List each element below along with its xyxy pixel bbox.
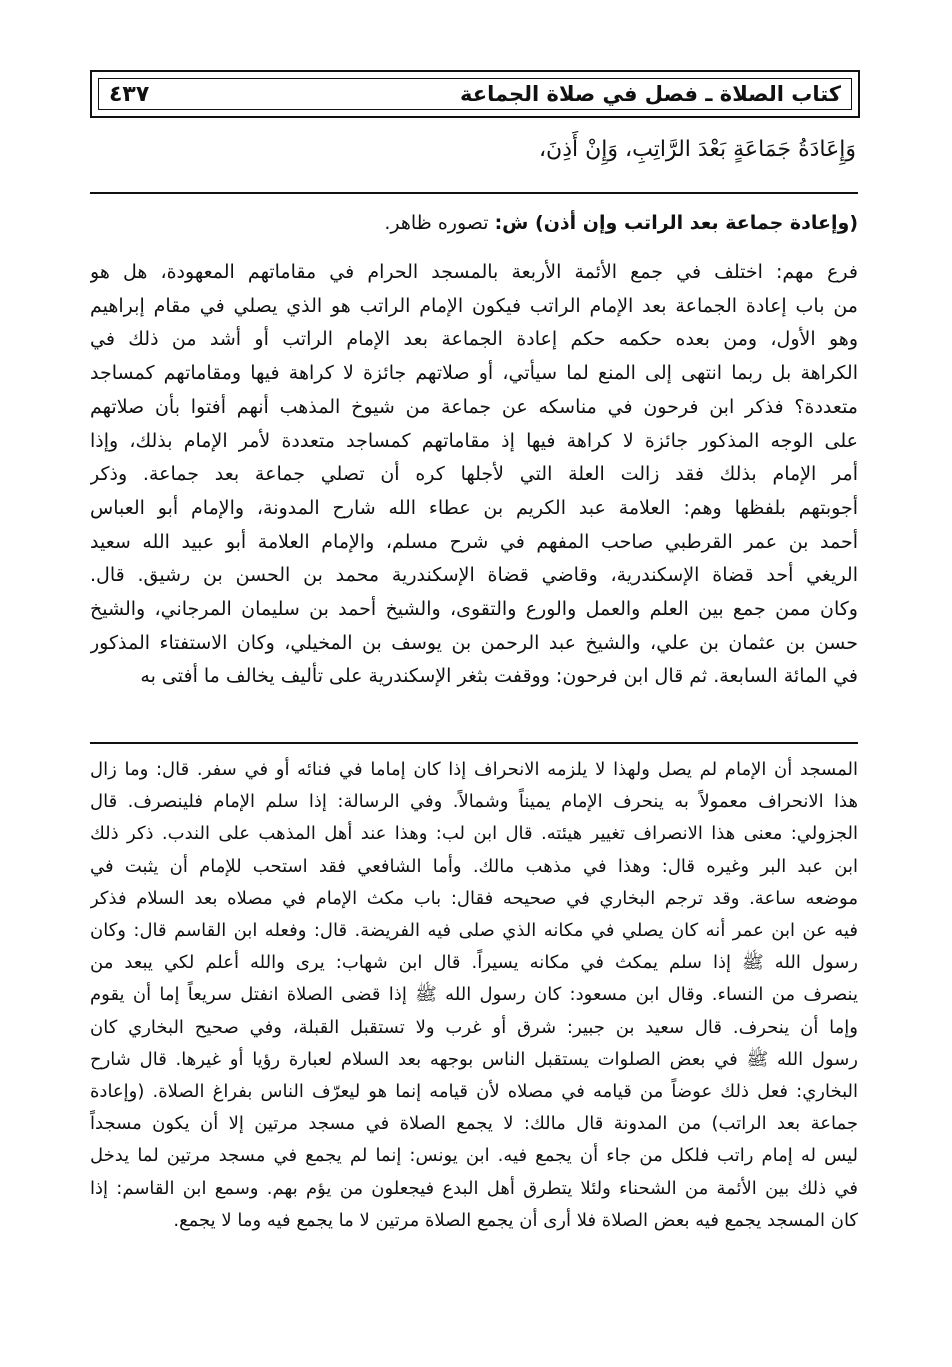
note-line: وإما أن ينحرف. قال سعيد بن جبير: شرق أو غرب ولا تستقبل القبلة، وفي صحيح البخاري كان [90, 1016, 858, 1038]
note-line: جماعة بعد الراتب) من المدونة قال مالك: لا يجمع الصلاة في مسجد مرتين إلا أن يكون مسجداً [90, 1113, 858, 1135]
matn-divider [90, 192, 858, 194]
note-line: المسجد أن الإمام لم يصل ولهذا لا يلزمه الانحراف إذا كان إماما في فنائه أو في سفر. قال: وما زال [90, 759, 858, 780]
main-line: حسن بن عثمان بن علي، والشيخ عبد الرحمن بن يوسف بن المخيلي، وكان الاستفتاء المذكور [90, 631, 858, 654]
main-line: متعددة؟ فذكر ابن فرحون في مناسكه عن جماعة من شيوخ المذهب أنهم أفتوا بأن صلاتهم [90, 395, 858, 418]
main-line: وكان ممن جمع بين العلم والعمل والورع والتقوى، والشيخ أحمد بن سليمان المرجاني، والشيخ [90, 598, 858, 621]
footnote-divider [90, 742, 858, 744]
commentary-main [90, 256, 858, 694]
main-line: الريغي أحد قضاة الإسكندرية، وقاضي قضاة الإسكندرية محمد بن الحسن بن رشيق. قال. [90, 564, 858, 587]
page-header [90, 70, 860, 118]
matn-text: وَإِعَادَةُ جَمَاعَةٍ بَعْدَ الرَّاتِبِ، وَإِنْ أَذِنَ، [538, 137, 856, 162]
commentary-lead [90, 206, 858, 240]
page-number: ٤٣٧ [109, 81, 150, 107]
main-line: الكراهة بل ربما انتهى إلى المنع لما سيأتي، أو صلاتهم جائزة لا كراهة فيها ومقاماتهم كمساجد [90, 362, 858, 385]
note-line: هذا الانحراف معمولاً به ينحرف الإمام يميناً وشمالاً. وفي الرسالة: إذا سلم الإمام فلينصرف. قال [90, 791, 858, 813]
note-line: الجزولي: معنى هذا الانصراف تغيير هيئته. قال ابن لب: وهذا عند أهل المذهب على الندب. ذكر ذلك [90, 823, 858, 845]
note-line: ابن عبد البر وغيره قال: وهذا في مذهب مالك. وأما الشافعي فقد استحب للإمام أن يثبت في [90, 855, 858, 877]
note-line: رسول الله ﷺ في بعض الصلوات يستقبل الناس بوجهه بعد السلام لعبارة رؤيا أو غيرها. قال شارح [90, 1048, 858, 1070]
note-line: رسول الله ﷺ إذا سلم يمكث في مكانه يسيراً. قال ابن شهاب: يرى والله أعلم لكي يبعد من [90, 952, 858, 974]
header-inner-frame [98, 78, 852, 110]
lead-text: تصوره ظاهر. [384, 212, 495, 234]
main-line: أحمد بن عمر القرطبي صاحب المفهم في شرح مسلم، والإمام العلامة أبو عبيد الله سعيد [90, 530, 858, 553]
main-line: وهو الأول، ومن بعده حكمه حكم إعادة الجماعة بعد الإمام الراتب أو أشد من ذلك في [90, 328, 858, 351]
main-line: من باب إعادة الجماعة بعد الإمام الراتب فيكون الإمام الراتب هو الذي يصلي في مقام إبراهيم [90, 294, 858, 317]
running-title: كتاب الصلاة ـ فصل في صلاة الجماعة [459, 82, 841, 106]
main-line: أجوبتهم بلفظها وهم: العلامة عبد الكريم بن عطاء الله شارح المدونة، والإمام أبو العباس [90, 496, 858, 519]
main-line: في المائة السابعة. ثم قال ابن فرحون: ووقفت بثغر الإسكندرية على تأليف يخالف ما أفتى به [140, 665, 858, 688]
note-line: موضعه ساعة. وقد ترجم البخاري في صحيحه فقال: باب مكث الإمام في مصلاه بعد السلام فذكر [90, 887, 858, 909]
note-line: في ذلك بين الأئمة من الشحناء ولئلا يتطرق أهل البدع فيجعلون من يؤم بهم. وسمع ابن القاسم: إذا [90, 1177, 858, 1199]
lead-bold-quote: (وإعادة جماعة بعد الراتب وإن أذن) ش: [494, 212, 858, 234]
main-line: على الوجه المذكور جائزة لا كراهة فيها إذ مقاماتهم كمساجد متعددة لأمر الإمام بذلك، وإذا [90, 429, 858, 452]
main-line: فرع مهم: اختلف في جمع الأئمة الأربعة بالمسجد الحرام في مقاماتهم المعهودة، هل هو [90, 261, 858, 283]
main-line: أمر الإمام بذلك فقد زالت العلة التي لأجلها كره أن تصلي جماعة بعد جماعة. وذكر [90, 463, 858, 486]
footnote-commentary [90, 754, 858, 1237]
note-line: البخاري: فعل ذلك عوضاً من قيامه في مصلاه لأن قيامه إنما هو ليعرّف الناس بفراغ الصلاة. (وإعادة [90, 1081, 858, 1103]
note-line: ليس له إمام راتب فلكل من جاء أن يجمع فيه. ابن يونس: إنما لم يجمع في مسجد مرتين لما يدخل [90, 1145, 858, 1167]
note-line: فيه عن ابن عمر أنه كان يصلي في مكانه الذي صلى فيه الفريضة. قال: وفعله ابن القاسم قال: وكان [90, 920, 858, 942]
note-line: كان المسجد يجمع فيه بعض الصلاة فلا أرى أن يجمع الصلاة مرتين لا ما يجمع فيه وما لا يجمع. [173, 1209, 858, 1231]
note-line: ينصرف من النساء. وقال ابن مسعود: كان رسول الله ﷺ إذا قضى الصلاة انفتل سريعاً إما أن يقوم [90, 984, 858, 1006]
